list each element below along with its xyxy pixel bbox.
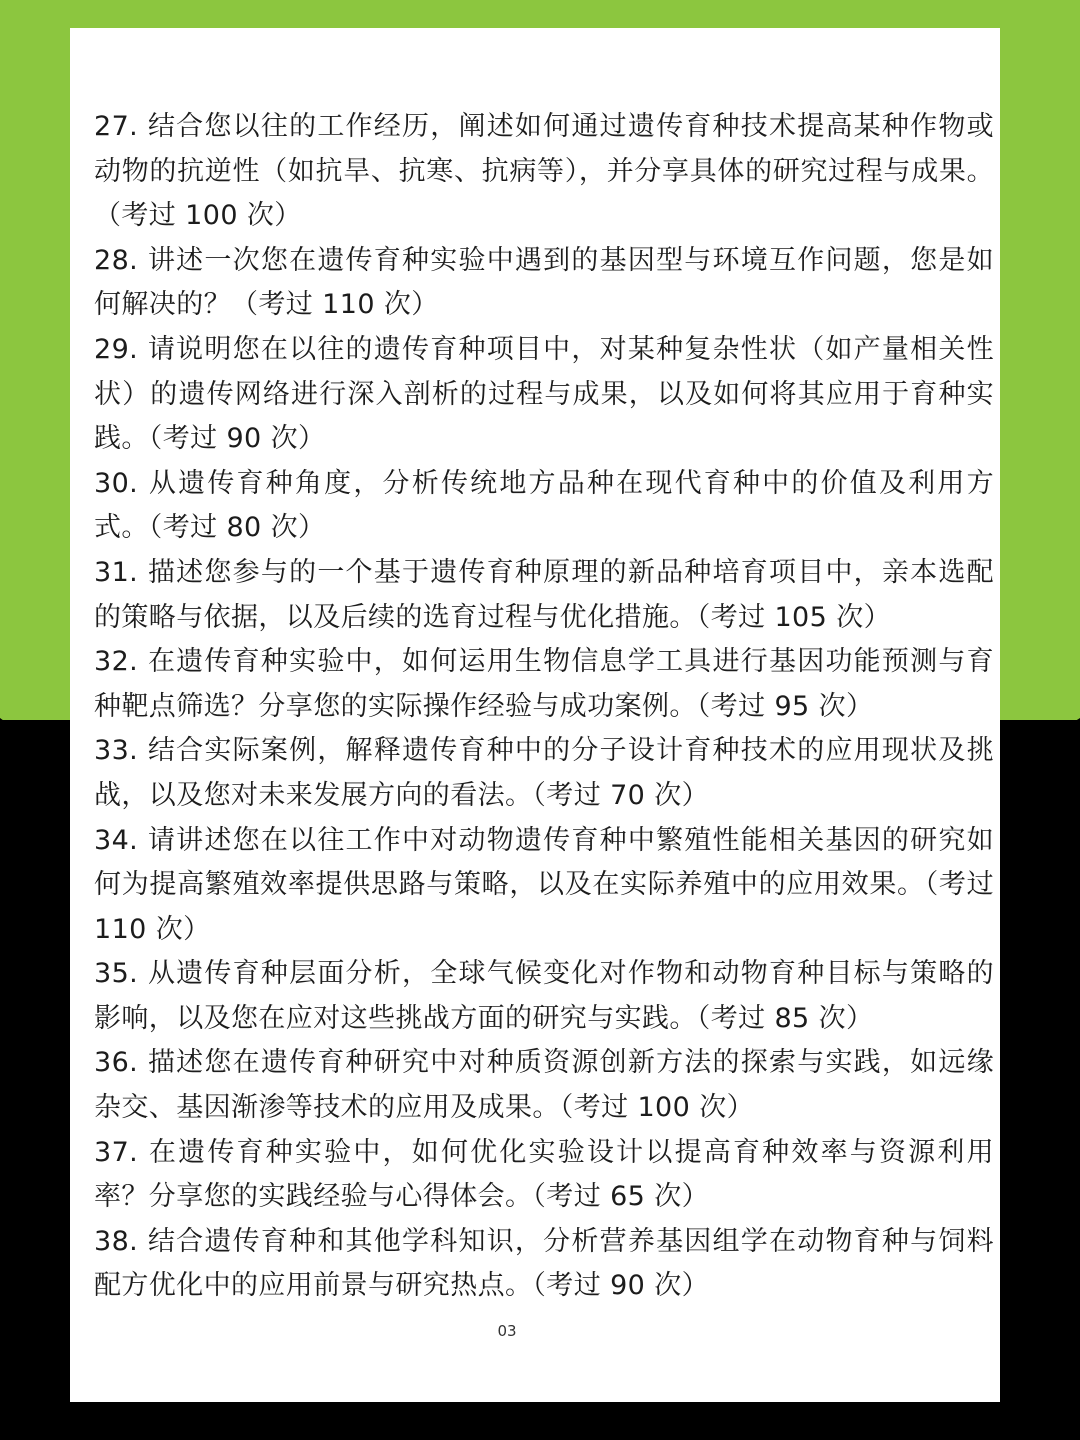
question-item: 38. 结合遗传育种和其他学科知识，分析营养基因组学在动物育种与饲料配方优化中的应用前景与研究热点。（考过 90 次） <box>94 1225 994 1302</box>
question-item: 29. 请说明您在以往的遗传育种项目中，对某种复杂性状（如产量相关性状）的遗传网络进行深入剖析的过程与成果，以及如何将其应用于育种实践。（考过 90 次） <box>94 333 994 455</box>
frame-black-base <box>0 1400 1080 1440</box>
question-item: 32. 在遗传育种实验中，如何运用生物信息学工具进行基因功能预测与育种靶点筛选？分享您的实际操作经验与成功案例。（考过 95 次） <box>94 646 994 722</box>
frame-black-right <box>998 718 1080 1440</box>
paper-sheet <box>70 28 1000 1402</box>
question-item: 37. 在遗传育种实验中，如何优化实验设计以提高育种效率与资源利用率？分享您的实践经验与心得体会。（考过 65 次） <box>94 1136 994 1213</box>
question-item: 27. 结合您以往的工作经历，阐述如何通过遗传育种技术提高某种作物或动物的抗逆性（如抗旱、抗寒、抗病等），并分享具体的研究过程与成果。（考过 100 次） <box>94 111 994 232</box>
question-item: 28. 讲述一次您在遗传育种实验中遇到的基因型与环境互作问题，您是如何解决的？（考过 110 次） <box>94 244 994 321</box>
question-item: 34. 请讲述您在以往工作中对动物遗传育种中繁殖性能相关基因的研究如何为提高繁殖效率提供思路与策略，以及在实际养殖中的应用效果。（考过 110 次） <box>94 824 994 945</box>
question-list <box>94 105 994 1309</box>
question-item: 31. 描述您参与的一个基于遗传育种原理的新品种培育项目中，亲本选配的策略与依据，以及后续的选育过程与优化措施。（考过 105 次） <box>94 556 994 633</box>
question-item: 30. 从遗传育种角度，分析传统地方品种在现代育种中的价值及利用方式。（考过 80 次） <box>94 467 994 544</box>
page-number: 03 <box>497 1322 517 1340</box>
question-item: 33. 结合实际案例，解释遗传育种中的分子设计育种技术的应用现状及挑战，以及您对未来发展方向的看法。（考过 70 次） <box>94 735 994 811</box>
question-item: 35. 从遗传育种层面分析，全球气候变化对作物和动物育种目标与策略的影响，以及您在应对这些挑战方面的研究与实践。（考过 85 次） <box>94 958 994 1034</box>
question-item: 36. 描述您在遗传育种研究中对种质资源创新方法的探索与实践，如远缘杂交、基因渐渗等技术的应用及成果。（考过 100 次） <box>94 1047 994 1124</box>
